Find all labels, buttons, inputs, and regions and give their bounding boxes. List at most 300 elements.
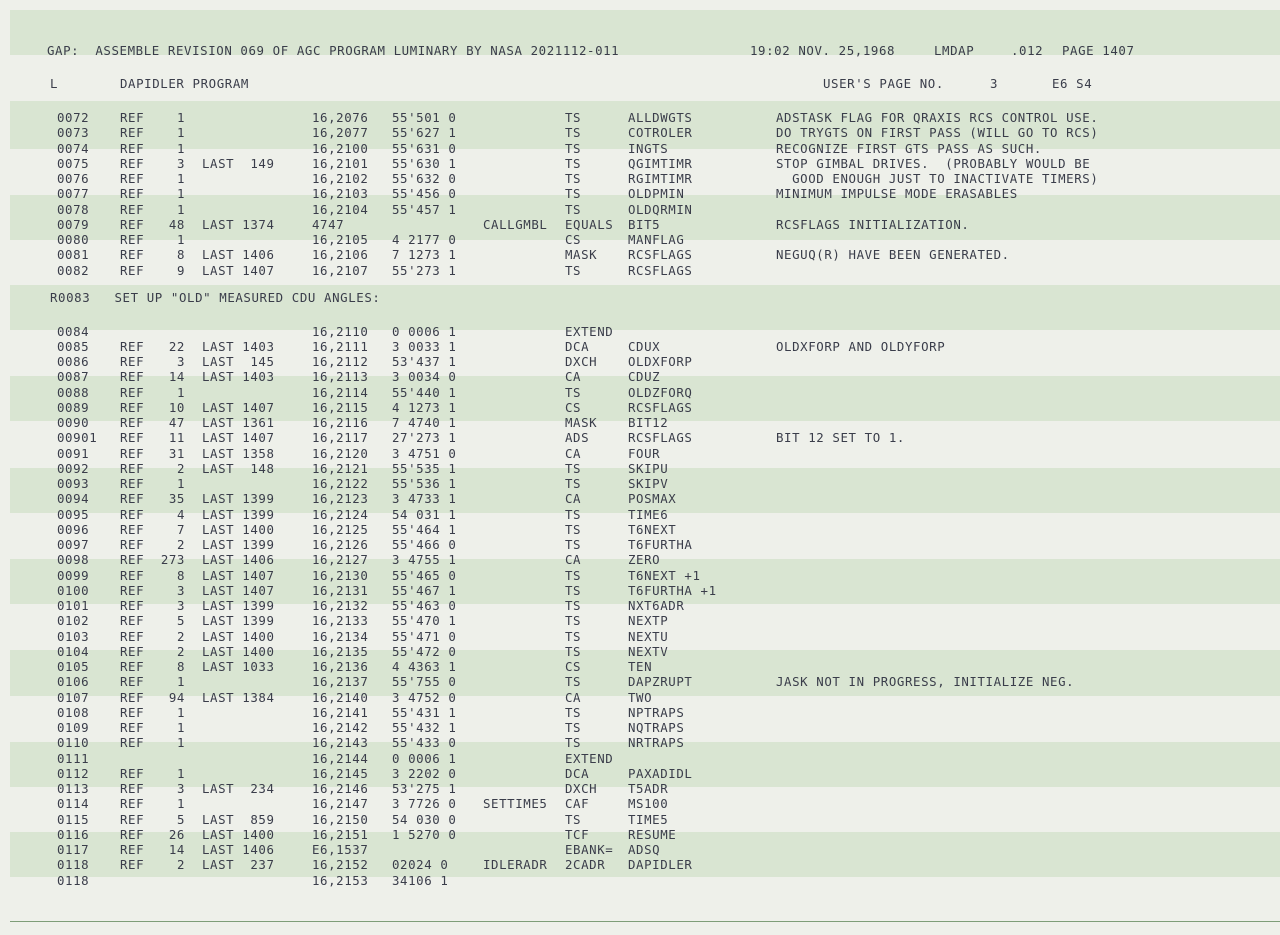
line-number: 0092 <box>57 460 90 476</box>
operand: RESUME <box>628 826 677 842</box>
last-ref: LAST 1407 <box>202 262 275 278</box>
listing-row <box>0 491 1280 506</box>
line-number: 0098 <box>57 552 90 568</box>
listing-row <box>0 202 1280 217</box>
line-number: 0115 <box>57 811 90 827</box>
ref-marker: REF <box>120 384 145 400</box>
listing-row <box>0 461 1280 476</box>
operand: SKIPU <box>628 460 669 476</box>
octal-word: 34106 1 <box>392 872 449 888</box>
last-ref: LAST 859 <box>202 811 275 827</box>
ref-marker: REF <box>120 125 145 141</box>
line-number: 0080 <box>57 232 90 247</box>
address: 16,2135 <box>312 643 369 659</box>
opcode: TS <box>565 720 582 735</box>
operand: INGTS <box>628 140 669 156</box>
ref-marker: REF <box>120 704 145 720</box>
line-number: 0105 <box>57 659 90 674</box>
address: E6,1537 <box>312 842 369 857</box>
line-number: 0111 <box>57 750 90 766</box>
address: 16,2121 <box>312 460 369 476</box>
listing-row <box>0 369 1280 384</box>
octal-word: 55'535 1 <box>392 460 457 476</box>
address: 16,2153 <box>312 872 369 888</box>
octal-word: 3 4751 0 <box>392 445 457 461</box>
ref-count: 1 <box>176 186 185 202</box>
ref-count: 1 <box>176 384 185 400</box>
last-ref: LAST 1400 <box>202 521 275 537</box>
listing-row <box>0 583 1280 598</box>
opcode: TS <box>565 704 582 720</box>
comment: BIT 12 SET TO 1. <box>776 430 905 446</box>
listing-row <box>0 629 1280 644</box>
ref-count: 1 <box>176 674 185 690</box>
ref-count: 8 <box>176 247 185 263</box>
ref-count: 3 <box>176 354 185 369</box>
octal-word: 55'433 0 <box>392 735 457 751</box>
address: 16,2147 <box>312 796 369 812</box>
line-number: 0118 <box>57 857 90 873</box>
operand: QGIMTIMR <box>628 155 693 171</box>
ref-count: 1 <box>176 171 185 186</box>
address: 16,2132 <box>312 598 369 613</box>
line-number: 0082 <box>57 262 90 278</box>
address: 16,2076 <box>312 110 369 125</box>
line-number: 0103 <box>57 628 90 644</box>
operand: MS100 <box>628 796 669 812</box>
ref-marker: REF <box>120 476 145 491</box>
octal-word: 7 1273 1 <box>392 247 457 263</box>
comment: OLDXFORP AND OLDYFORP <box>776 338 946 354</box>
address: 16,2102 <box>312 171 369 186</box>
ref-count: 1 <box>176 796 185 812</box>
ref-marker: REF <box>120 552 145 568</box>
ref-count: 1 <box>176 765 185 781</box>
ref-count: 9 <box>176 262 185 278</box>
opcode: DXCH <box>565 781 598 796</box>
users-page-number: 3 <box>990 76 999 91</box>
listing-row <box>0 385 1280 400</box>
ref-count: 2 <box>176 643 185 659</box>
ref-marker: REF <box>120 796 145 812</box>
address: 16,2120 <box>312 445 369 461</box>
ref-marker: REF <box>120 643 145 659</box>
ref-marker: REF <box>120 659 145 674</box>
comment: NEGUQ(R) HAVE BEEN GENERATED. <box>776 247 1010 263</box>
ref-count: 26 <box>168 826 185 842</box>
ref-count: 22 <box>168 338 185 354</box>
last-ref: LAST 1407 <box>202 567 275 583</box>
octal-word: 54 031 1 <box>392 506 457 522</box>
line-number: 0076 <box>57 171 90 186</box>
opcode: TS <box>565 155 582 171</box>
octal-word: 55'631 0 <box>392 140 457 156</box>
line-number: 0091 <box>57 445 90 461</box>
opcode: TS <box>565 811 582 827</box>
address: 16,2126 <box>312 537 369 552</box>
address: 16,2111 <box>312 338 369 354</box>
octal-word: 3 0033 1 <box>392 338 457 354</box>
ref-marker: REF <box>120 765 145 781</box>
operand: T6NEXT <box>628 521 677 537</box>
octal-word: 3 7726 0 <box>392 796 457 812</box>
listing-row <box>0 659 1280 674</box>
octal-word: 55'501 0 <box>392 110 457 125</box>
octal-word: 55'432 1 <box>392 720 457 735</box>
listing-row <box>0 827 1280 842</box>
address: 16,2146 <box>312 781 369 796</box>
ref-count: 4 <box>176 506 185 522</box>
ref-marker: REF <box>120 354 145 369</box>
octal-word: 55'471 0 <box>392 628 457 644</box>
octal-word: 55'273 1 <box>392 262 457 278</box>
octal-word: 55'472 0 <box>392 643 457 659</box>
octal-word: 55'466 0 <box>392 537 457 552</box>
octal-word: 55'630 1 <box>392 155 457 171</box>
opcode: TS <box>565 125 582 141</box>
octal-word: 4 1273 1 <box>392 399 457 415</box>
opcode: TS <box>565 110 582 125</box>
ref-marker: REF <box>120 628 145 644</box>
symbol-label: IDLERADR <box>483 857 548 873</box>
listing-row <box>0 812 1280 827</box>
last-ref: LAST 1403 <box>202 338 275 354</box>
line-number: 0096 <box>57 521 90 537</box>
address: 16,2125 <box>312 521 369 537</box>
octal-word: 3 4733 1 <box>392 491 457 507</box>
octal-word: 4 4363 1 <box>392 659 457 674</box>
users-page-label: USER'S PAGE NO. <box>823 76 944 91</box>
listing-row <box>0 263 1280 278</box>
symbol-label: CALLGMBL <box>483 216 548 232</box>
octal-word: 55'467 1 <box>392 582 457 598</box>
line-number: 0088 <box>57 384 90 400</box>
last-ref: LAST 1399 <box>202 491 275 507</box>
ref-count: 1 <box>176 720 185 735</box>
octal-word: 55'440 1 <box>392 384 457 400</box>
opcode: DCA <box>565 765 590 781</box>
last-ref: LAST 1399 <box>202 613 275 629</box>
ref-count: 2 <box>176 857 185 873</box>
opcode: TS <box>565 674 582 690</box>
ref-count: 10 <box>168 399 185 415</box>
address: 16,2150 <box>312 811 369 827</box>
ref-marker: REF <box>120 720 145 735</box>
ref-count: 3 <box>176 598 185 613</box>
line-number: 0102 <box>57 613 90 629</box>
ref-count: 1 <box>176 476 185 491</box>
page-number: PAGE 1407 <box>1062 43 1135 58</box>
last-ref: LAST 237 <box>202 857 275 873</box>
opcode: TS <box>565 521 582 537</box>
section-comment: R0083 SET UP "OLD" MEASURED CDU ANGLES: <box>50 290 381 305</box>
listing-row <box>0 354 1280 369</box>
address: 16,2104 <box>312 201 369 217</box>
ref-count: 1 <box>176 232 185 247</box>
ref-marker: REF <box>120 613 145 629</box>
line-number: 00901 <box>57 430 98 446</box>
opcode: DCA <box>565 338 590 354</box>
listing-row <box>0 644 1280 659</box>
line-number: 0072 <box>57 110 90 125</box>
operand: CDUZ <box>628 369 661 385</box>
opcode: TS <box>565 628 582 644</box>
operand: DAPIDLER <box>628 857 693 873</box>
listing-row <box>0 613 1280 628</box>
opcode: CS <box>565 399 582 415</box>
address: 16,2103 <box>312 186 369 202</box>
listing-row <box>0 781 1280 796</box>
octal-word: 7 4740 1 <box>392 415 457 430</box>
address: 16,2143 <box>312 735 369 751</box>
octal-word: 55'463 0 <box>392 598 457 613</box>
ref-count: 94 <box>168 689 185 705</box>
octal-word: 55'457 1 <box>392 201 457 217</box>
opcode: TS <box>565 460 582 476</box>
operand: MANFLAG <box>628 232 685 247</box>
opcode: TS <box>565 537 582 552</box>
last-ref: LAST 1374 <box>202 216 275 232</box>
last-ref: LAST 149 <box>202 155 275 171</box>
page-subheader <box>0 76 1280 91</box>
ref-count: 1 <box>176 125 185 141</box>
operand: TWO <box>628 689 653 705</box>
listing-row <box>0 873 1280 888</box>
address: 16,2117 <box>312 430 369 446</box>
ref-count: 273 <box>160 552 185 568</box>
operand: OLDPMIN <box>628 186 685 202</box>
listing-row <box>0 186 1280 201</box>
ref-count: 5 <box>176 811 185 827</box>
operand: TIME5 <box>628 811 669 827</box>
address: 16,2110 <box>312 323 369 339</box>
ref-count: 2 <box>176 460 185 476</box>
operand: NEXTU <box>628 628 669 644</box>
comment: DO TRYGTS ON FIRST PASS (WILL GO TO RCS) <box>776 125 1099 141</box>
ref-count: 1 <box>176 735 185 751</box>
line-number: 0085 <box>57 338 90 354</box>
ref-count: 2 <box>176 628 185 644</box>
line-number: 0075 <box>57 155 90 171</box>
ref-marker: REF <box>120 506 145 522</box>
dap-name: LMDAP <box>934 43 975 58</box>
opcode: 2CADR <box>565 857 606 873</box>
line-number: 0081 <box>57 247 90 263</box>
ref-count: 2 <box>176 537 185 552</box>
comment: ADSTASK FLAG FOR QRAXIS RCS CONTROL USE. <box>776 110 1099 125</box>
opcode: TCF <box>565 826 590 842</box>
line-number: 0077 <box>57 186 90 202</box>
listing-row <box>0 751 1280 766</box>
operand: T6FURTHA +1 <box>628 582 717 598</box>
ref-count: 8 <box>176 659 185 674</box>
address: 16,2107 <box>312 262 369 278</box>
ref-count: 3 <box>176 582 185 598</box>
address: 16,2101 <box>312 155 369 171</box>
address: 16,2122 <box>312 476 369 491</box>
operand: TIME6 <box>628 506 669 522</box>
opcode: TS <box>565 201 582 217</box>
last-ref: LAST 1403 <box>202 369 275 385</box>
ref-marker: REF <box>120 338 145 354</box>
octal-word: 55'755 0 <box>392 674 457 690</box>
last-ref: LAST 1400 <box>202 643 275 659</box>
operand: NPTRAPS <box>628 704 685 720</box>
operand: NEXTV <box>628 643 669 659</box>
operand: ZERO <box>628 552 661 568</box>
opcode: TS <box>565 384 582 400</box>
listing-row <box>0 796 1280 811</box>
octal-word: 0 0006 1 <box>392 750 457 766</box>
address: 16,2114 <box>312 384 369 400</box>
opcode: MASK <box>565 415 598 430</box>
line-number: 0114 <box>57 796 90 812</box>
ref-marker: REF <box>120 521 145 537</box>
comment: GOOD ENOUGH JUST TO INACTIVATE TIMERS) <box>776 171 1099 186</box>
address: 16,2145 <box>312 765 369 781</box>
ref-marker: REF <box>120 140 145 156</box>
opcode: TS <box>565 140 582 156</box>
operand: NEXTP <box>628 613 669 629</box>
listing-row <box>0 598 1280 613</box>
listing-row <box>0 324 1280 339</box>
operand: SKIPV <box>628 476 669 491</box>
last-ref: LAST 1399 <box>202 537 275 552</box>
listing-row <box>0 232 1280 247</box>
listing-row <box>0 446 1280 461</box>
ref-marker: REF <box>120 857 145 873</box>
ref-marker: REF <box>120 811 145 827</box>
bank-label: E6 S4 <box>1052 76 1093 91</box>
ref-marker: REF <box>120 537 145 552</box>
operand: OLDZFORQ <box>628 384 693 400</box>
ref-count: 1 <box>176 140 185 156</box>
opcode: EBANK= <box>565 842 614 857</box>
listing-row <box>0 674 1280 689</box>
listing-row <box>0 415 1280 430</box>
listing-row <box>0 537 1280 552</box>
listing-row <box>0 110 1280 125</box>
octal-word: 55'536 1 <box>392 476 457 491</box>
symbol-label: SETTIME5 <box>483 796 548 812</box>
ref-marker: REF <box>120 415 145 430</box>
ref-count: 1 <box>176 704 185 720</box>
opcode: CA <box>565 369 582 385</box>
listing-row <box>0 568 1280 583</box>
last-ref: LAST 1358 <box>202 445 275 461</box>
opcode: EXTEND <box>565 323 614 339</box>
line-number: 0110 <box>57 735 90 751</box>
listing-row <box>0 507 1280 522</box>
program-title: DAPIDLER PROGRAM <box>120 76 249 91</box>
line-number: 0101 <box>57 598 90 613</box>
last-ref: LAST 1407 <box>202 430 275 446</box>
opcode: CS <box>565 659 582 674</box>
ref-marker: REF <box>120 491 145 507</box>
operand: BIT5 <box>628 216 661 232</box>
line-number: 0087 <box>57 369 90 385</box>
listing-row <box>0 690 1280 705</box>
ref-marker: REF <box>120 582 145 598</box>
line-number: 0074 <box>57 140 90 156</box>
operand: ADSQ <box>628 842 661 857</box>
ref-count: 11 <box>168 430 185 446</box>
address: 16,2131 <box>312 582 369 598</box>
page-header <box>0 43 1280 58</box>
operand: RCSFLAGS <box>628 430 693 446</box>
octal-word: 3 4752 0 <box>392 689 457 705</box>
rule-line <box>10 921 1280 922</box>
octal-word: 0 0006 1 <box>392 323 457 339</box>
ref-marker: REF <box>120 399 145 415</box>
operand: T5ADR <box>628 781 669 796</box>
address: 16,2140 <box>312 689 369 705</box>
line-number: 0073 <box>57 125 90 141</box>
ref-marker: REF <box>120 155 145 171</box>
ref-marker: REF <box>120 735 145 751</box>
listing-row <box>0 339 1280 354</box>
octal-word: 53'437 1 <box>392 354 457 369</box>
line-number: 0093 <box>57 476 90 491</box>
listing-row <box>0 125 1280 140</box>
last-ref: LAST 148 <box>202 460 275 476</box>
operand: RGIMTIMR <box>628 171 693 186</box>
operand: PAXADIDL <box>628 765 693 781</box>
comment: JASK NOT IN PROGRESS, INITIALIZE NEG. <box>776 674 1075 690</box>
ref-marker: REF <box>120 430 145 446</box>
opcode: MASK <box>565 247 598 263</box>
listing-row <box>0 857 1280 872</box>
listing-row <box>0 766 1280 781</box>
octal-word: 55'431 1 <box>392 704 457 720</box>
ref-marker: REF <box>120 445 145 461</box>
opcode: TS <box>565 171 582 186</box>
opcode: TS <box>565 506 582 522</box>
line-number: 0079 <box>57 216 90 232</box>
listing-row <box>0 842 1280 857</box>
opcode: EXTEND <box>565 750 614 766</box>
opcode: CS <box>565 232 582 247</box>
octal-word: 55'465 0 <box>392 567 457 583</box>
octal-word: 02024 0 <box>392 857 449 873</box>
ref-marker: REF <box>120 247 145 263</box>
operand: NXT6ADR <box>628 598 685 613</box>
ref-count: 8 <box>176 567 185 583</box>
octal-word: 55'632 0 <box>392 171 457 186</box>
ref-count: 1 <box>176 201 185 217</box>
address: 16,2100 <box>312 140 369 156</box>
listing-row <box>0 400 1280 415</box>
address: 16,2137 <box>312 674 369 690</box>
opcode: TS <box>565 613 582 629</box>
address: 16,2112 <box>312 354 369 369</box>
octal-word: 3 4755 1 <box>392 552 457 568</box>
listing-row <box>0 156 1280 171</box>
operand: OLDXFORP <box>628 354 693 369</box>
listing-row <box>0 705 1280 720</box>
comment: RECOGNIZE FIRST GTS PASS AS SUCH. <box>776 140 1042 156</box>
operand: DAPZRUPT <box>628 674 693 690</box>
ref-count: 48 <box>168 216 185 232</box>
line-number: 0118 <box>57 872 90 888</box>
print-datetime: 19:02 NOV. 25,1968 <box>750 43 896 58</box>
address: 16,2105 <box>312 232 369 247</box>
opcode: CAF <box>565 796 590 812</box>
ref-count: 47 <box>168 415 185 430</box>
address: 16,2151 <box>312 826 369 842</box>
listing-row <box>0 247 1280 262</box>
last-ref: LAST 1399 <box>202 506 275 522</box>
